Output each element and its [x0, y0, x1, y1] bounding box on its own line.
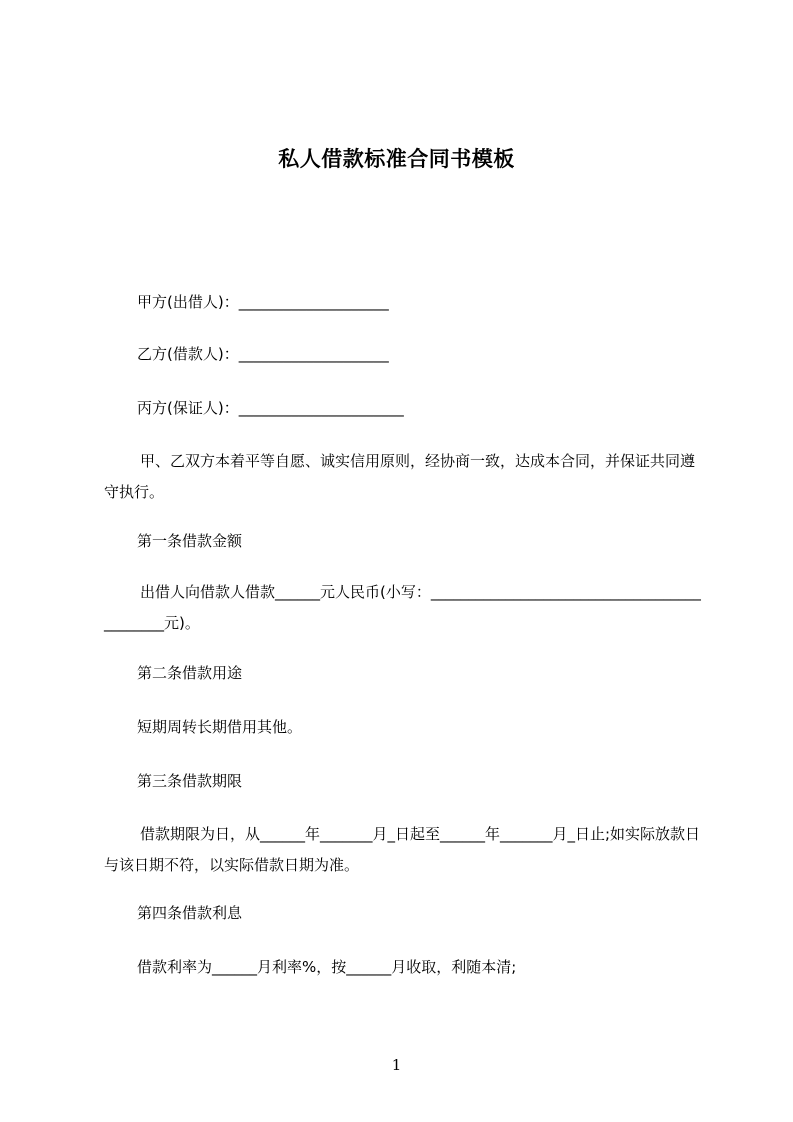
article-3-body: 借款期限为日，从______年_______月_日起至______年_______月_日止;如实际放款日与该日期不符，以实际借款日期为准。	[104, 825, 701, 874]
page-number: 1	[391, 1056, 402, 1074]
intro-paragraph: 甲、乙双方本着平等自愿、诚实信用原则，经协商一致，达成本合同，并保证共同遵守执行。	[104, 452, 696, 501]
party-b-line: 乙方(借款人)：____________________	[137, 345, 389, 363]
party-c-line: 丙方(保证人)：______________________	[137, 399, 404, 417]
article-2-heading: 第二条借款用途	[137, 664, 243, 682]
article-4-heading: 第四条借款利息	[137, 904, 243, 922]
document-title: 私人借款标准合同书模板	[278, 147, 515, 171]
article-4-body: 借款利率为______月利率%，按______月收取，利随本清;	[137, 958, 517, 976]
article-2-body: 短期周转长期借用其他。	[137, 718, 303, 736]
party-a-line: 甲方(出借人)：____________________	[137, 293, 389, 311]
article-3-heading: 第三条借款期限	[137, 772, 243, 790]
article-1-body: 出借人向借款人借款______元人民币(小写：____________________________________________元)。	[104, 583, 701, 632]
article-1-heading: 第一条借款金额	[137, 532, 243, 550]
